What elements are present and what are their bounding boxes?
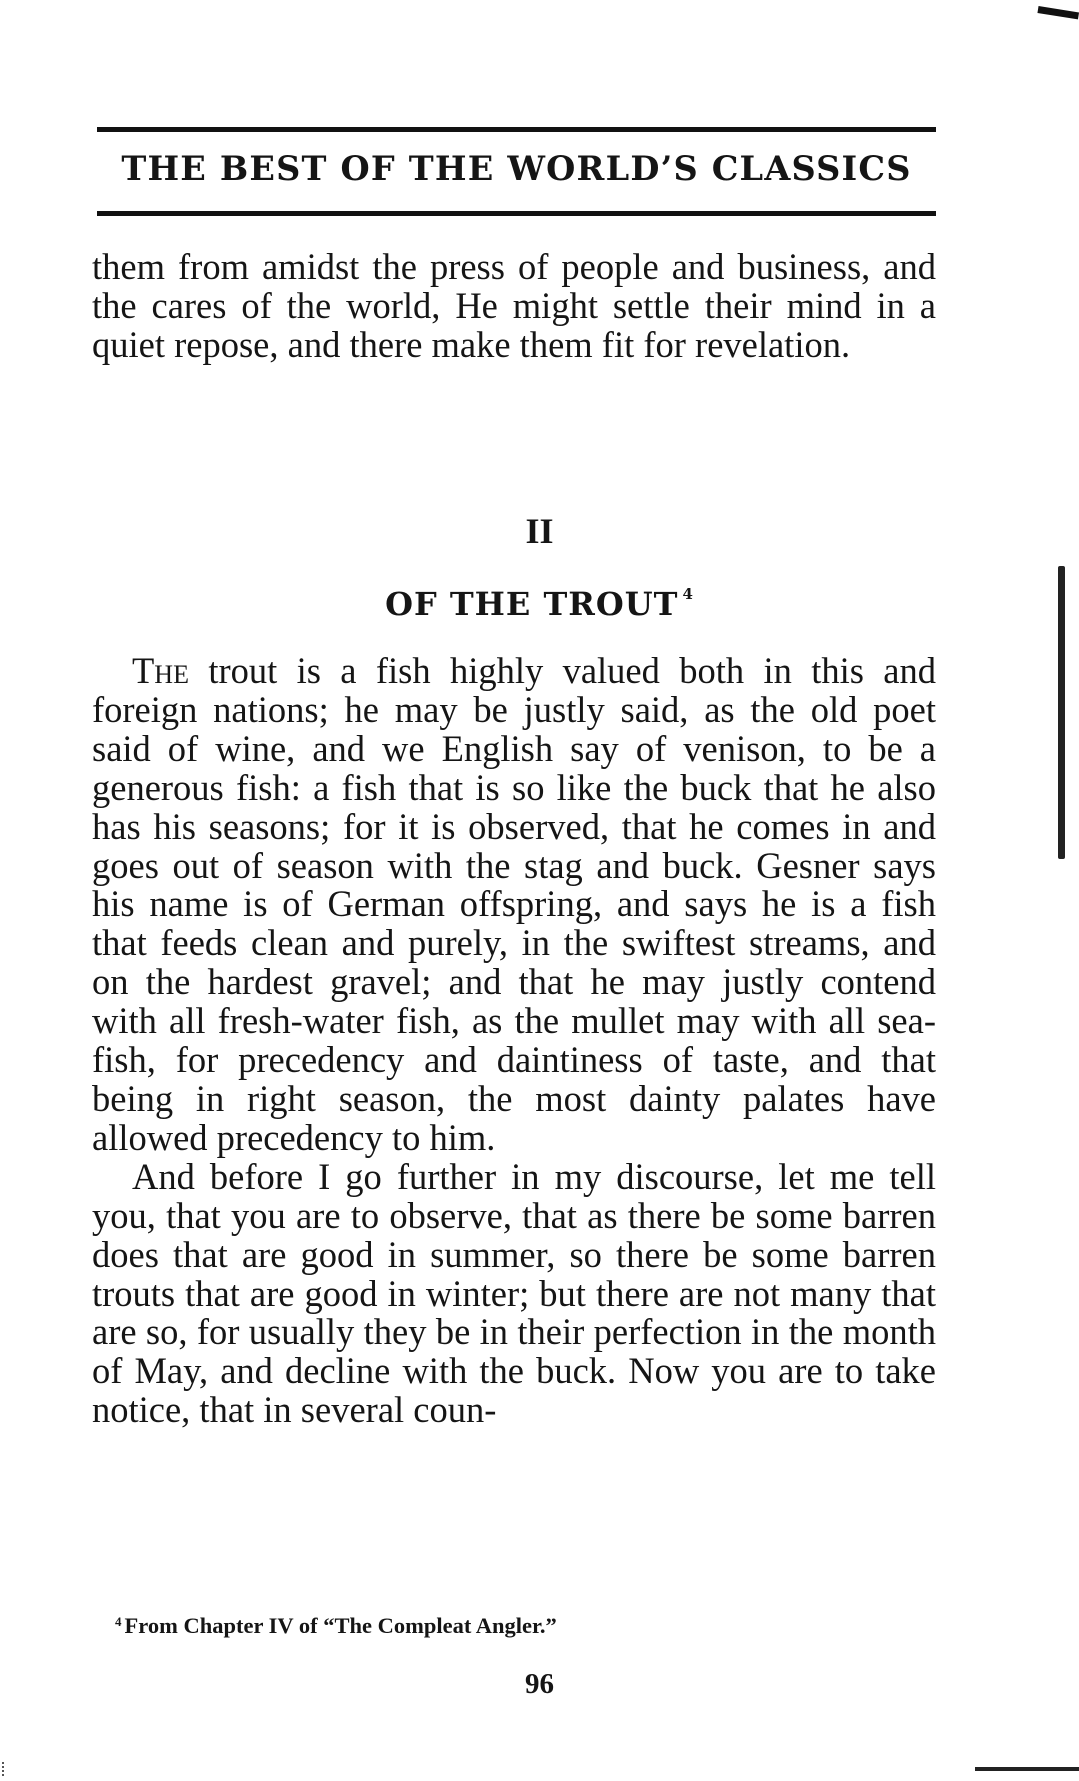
- running-head: THE BEST OF THE WORLD’S CLASSICS: [121, 149, 912, 188]
- paragraph-1-lead-word: The: [132, 650, 189, 691]
- chapter-title: [0, 585, 1079, 623]
- chapter-body: [92, 652, 936, 1430]
- intro-paragraph: them from amidst the press of people and business, and the cares of the world, He might settle their mind in a quiet repose, and there make them fit for revelation.: [92, 246, 936, 365]
- page-edge-mark-bottom: [975, 1767, 1079, 1771]
- paragraph-1: [92, 652, 936, 1158]
- footnote: [115, 1613, 557, 1639]
- margin-mark: [1058, 566, 1065, 859]
- paragraph-2: And before I go further in my discourse, let me tell you, that you are to observe, that as there be some barren does that are good in summer, so there be some barren trouts that are good in winter; but there are not many that are so, for usually they be in their perfection in the month of May, and decline with the buck. Now you are to take notice, that in several coun-: [92, 1155, 936, 1431]
- chapter-number: II: [525, 511, 554, 551]
- page-number: 96: [525, 1668, 554, 1700]
- scan-edge-dots: [2, 1762, 7, 1776]
- footnote-text: From Chapter IV of “The Compleat Angler.”: [124, 1613, 557, 1638]
- header-rule-top: [97, 127, 936, 132]
- chapter-title-text: OF THE TROUT: [385, 585, 679, 623]
- page-edge-mark: [1037, 6, 1079, 19]
- header-rule-bottom: [97, 211, 936, 216]
- footnote-marker: 4: [115, 1614, 122, 1629]
- chapter-footnote-marker: 4: [682, 585, 694, 603]
- paragraph-1-text: trout is a fish highly valued both in this and foreign nations; he may be justly said, as the old poet said of wine, and we English say of venison, to be a generous fish: a fish that is so like the buck that he also has his seasons; for it is observed, that he comes in and goes out of season with the stag and buck. Gesner says his name is of German offspring, and says he is a fish that feeds clean and purely, in the swiftest streams, and on the hardest gravel; and that he may justly contend with all fresh-water fish, as the mullet may with all sea-fish, for precedency and daintiness of taste, and that being in right season, the most dainty palates have allowed precedency to him.: [92, 650, 936, 1158]
